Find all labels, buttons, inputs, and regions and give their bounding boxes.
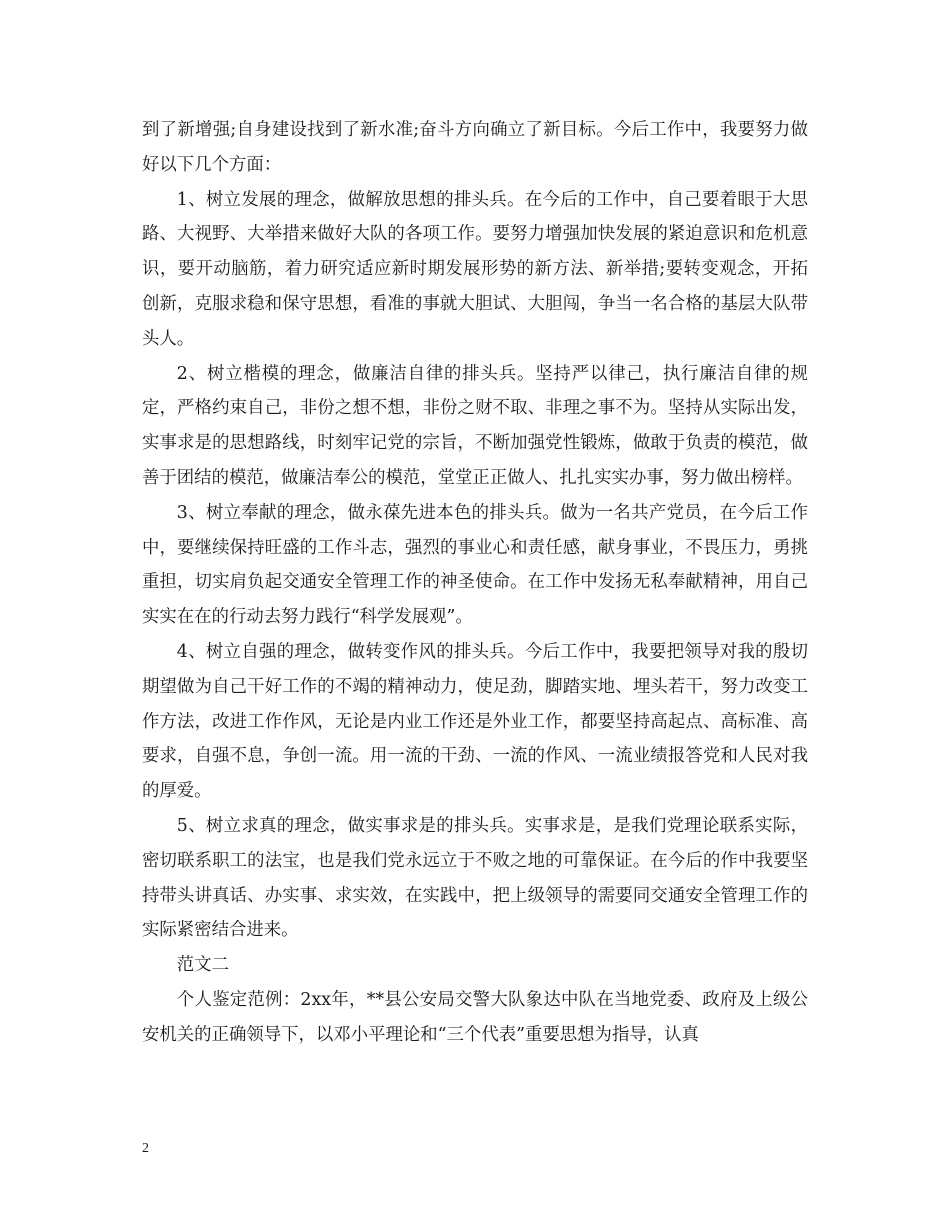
section-heading: 范文二 [176,955,229,976]
paragraph-example: 个人鉴定范例：2xx年，**县公安局交警大队象达中队在当地党委、政府及上级公安机关的正确领导下，以邓小平理论和“三个代表”重要思想为指导，认真 [142,989,808,1045]
page-number: 2 [142,1141,149,1156]
paragraph-item-4: 4、树立自强的理念，做转变作风的排头兵。今后工作中，我要把领导对我的殷切期望做为自己干好工作的不竭的精神动力，使足劲，脚踏实地、埋头若干，努力改变工作方法，改进工作作风，无论是内业工作还是外业工作，都要坚持高起点、高标准、高要求，自强不息，争创一流。用一流的干劲、一流的作风、一流业绩报答党和人民对我的厚爱。 [142,641,808,802]
paragraph-item-3: 3、树立奉献的理念，做永葆先进本色的排头兵。做为一名共产党员，在今后工作中，要继续保持旺盛的工作斗志，强烈的事业心和责任感，献身事业，不畏压力，勇挑重担，切实肩负起交通安全管理工作的神圣使命。在工作中发扬无私奉献精神，用自己实实在在的行动去努力践行“科学发展观”。 [142,502,808,628]
paragraph-item-1: 1、树立发展的理念，做解放思想的排头兵。在今后的工作中，自己要着眼于大思路、大视野、大举措来做好大队的各项工作。要努力增强加快发展的紧迫意识和危机意识，要开动脑筋，着力研究适应新时期发展形势的新方法、新举措;要转变观念，开拓创新，克服求稳和保守思想，看准的事就大胆试、大胆闯，争当一名合格的基层大队带头人。 [142,189,808,349]
paragraph-item-5: 5、树立求真的理念，做实事求是的排头兵。实事求是，是我们党理论联系实际，密切联系职工的法宝，也是我们党永远立于不败之地的可靠保证。在今后的作中我要坚持带头讲真话、办实事、求实效，在实践中，把上级领导的需要同交通安全管理工作的实际紧密结合进来。 [142,815,808,941]
document-body [142,113,808,1053]
paragraph-intro: 到了新增强;自身建设找到了新水准;奋斗方向确立了新目标。今后工作中，我要努力做好以下几个方面： [142,120,808,175]
paragraph-item-2: 2、树立楷模的理念，做廉洁自律的排头兵。坚持严以律己，执行廉洁自律的规定，严格约束自己，非份之想不想，非份之财不取、非理之事不为。坚持从实际出发，实事求是的思想路线，时刻牢记党的宗旨，不断加强党性锻炼，做敢于负责的模范，做善于团结的模范，做廉洁奉公的模范，堂堂正正做人、扎扎实实办事，努力做出榜样。 [142,363,808,488]
